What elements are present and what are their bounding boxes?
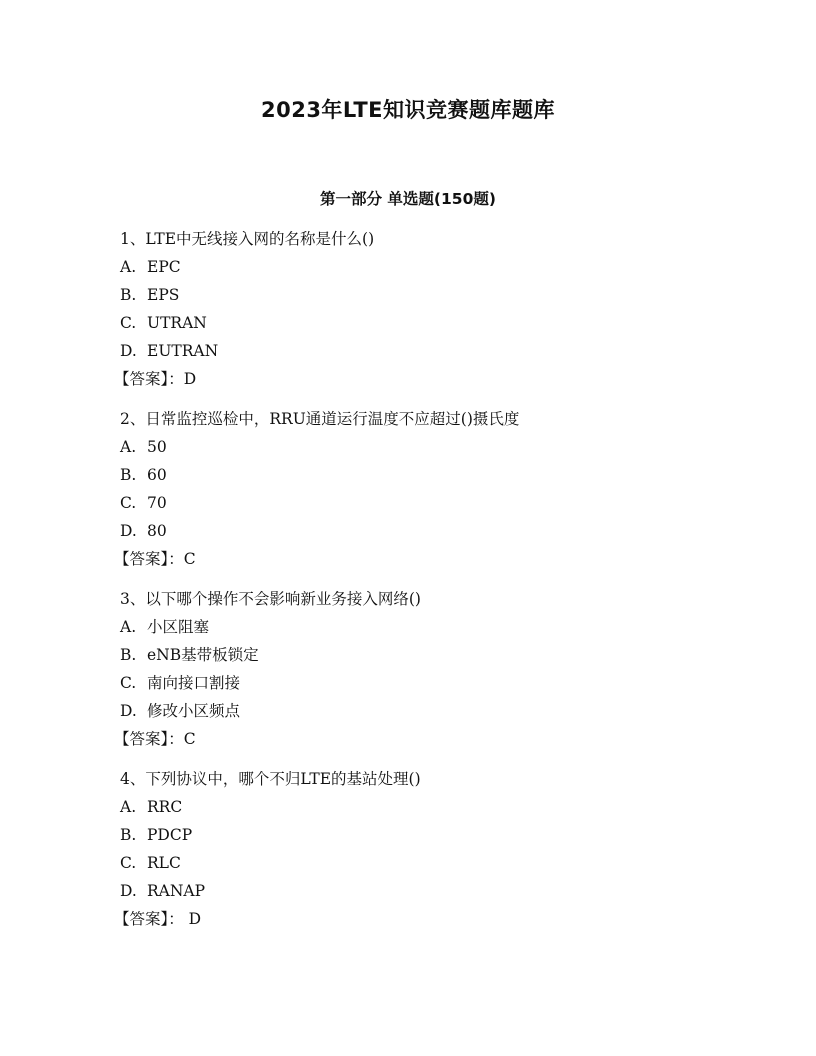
option-text: PDCP [147,826,193,844]
question-2 [114,406,740,573]
option-b [120,641,740,669]
answer-line: 【答案】：C [114,550,196,568]
option-letter: A. [120,618,137,636]
option-text: EUTRAN [147,342,219,360]
option-text: 70 [147,494,167,512]
option-b [120,461,740,489]
option-text: 60 [147,466,167,484]
question-stem: 4、下列协议中，哪个不归LTE的基站处理() [120,770,421,788]
option-b [120,281,740,309]
question-stem: 2、日常监控巡检中，RRU通道运行温度不应超过()摄氏度 [120,410,520,428]
option-c [120,849,740,877]
option-text: RLC [147,854,181,872]
option-letter: C. [120,854,137,872]
answer-line: 【答案】：D [114,370,197,388]
answer-line: 【答案】： D [114,910,202,928]
question-1 [114,226,740,393]
option-letter: A. [120,438,137,456]
option-c [120,489,740,517]
option-a [120,793,740,821]
option-d [120,697,740,725]
option-letter: A. [120,258,137,276]
option-letter: C. [120,674,137,692]
option-b [120,821,740,849]
option-letter: A. [120,798,137,816]
option-text: 80 [147,522,167,540]
answer-line: 【答案】：C [114,730,196,748]
document-title: 2023年LTE知识竞赛题库题库 [260,98,556,122]
option-letter: B. [120,826,137,844]
option-text: eNB基带板锁定 [147,646,259,664]
option-d [120,877,740,905]
question-stem: 3、以下哪个操作不会影响新业务接入网络() [120,590,421,608]
option-letter: B. [120,646,137,664]
option-text: 修改小区频点 [147,702,241,720]
question-stem: 1、LTE中无线接入网的名称是什么() [120,230,375,248]
option-text: RRC [147,798,183,816]
option-a [120,433,740,461]
option-text: RANAP [147,882,206,900]
question-4 [114,766,740,933]
option-letter: B. [120,466,137,484]
option-letter: D. [120,882,137,900]
option-text: 小区阻塞 [147,618,210,636]
option-letter: B. [120,286,137,304]
section-title: 第一部分 单选题(150题) [320,190,496,208]
question-list [114,226,740,946]
option-letter: D. [120,702,137,720]
option-a [120,613,740,641]
option-text: EPC [147,258,181,276]
option-d [120,337,740,365]
option-letter: D. [120,342,137,360]
option-c [120,309,740,337]
option-text: EPS [147,286,180,304]
option-letter: C. [120,494,137,512]
option-d [120,517,740,545]
option-a [120,253,740,281]
option-text: 50 [147,438,167,456]
option-text: 南向接口割接 [147,674,241,692]
option-c [120,669,740,697]
option-text: UTRAN [147,314,207,332]
option-letter: D. [120,522,137,540]
option-letter: C. [120,314,137,332]
question-3 [114,586,740,753]
